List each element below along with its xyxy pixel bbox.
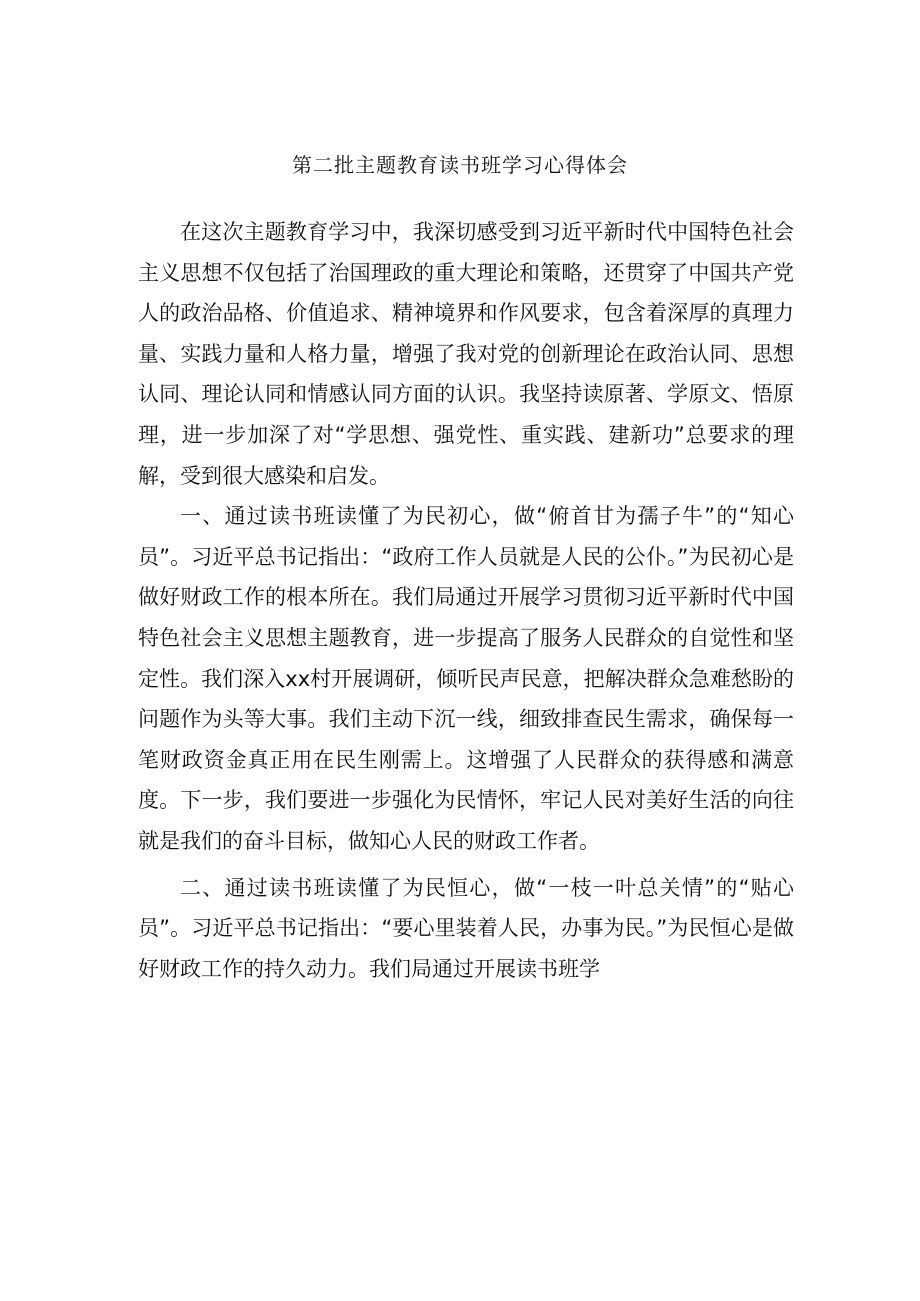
document-title: 第二批主题教育读书班学习心得体会 — [292, 153, 628, 177]
paragraph-section-1: 一、通过读书班读懂了为民初心，做“俯首甘为孺子牛”的“知心员”。习近平总书记指出：“政府工作人员就是人民的公仆。”为民初心是做好财政工作的根本所在。我们局通过开展学习贯彻习近平新时代中国特色社会主义思想主题教育，进一步提高了服务人民群众的自觉性和坚定性。我们深入xx村开展调研，倾听民声民意，把解决群众急难愁盼的问题作为头等大事。我们主动下沉一线，细致排查民生需求，确保每一笔财政资金真正用在民生刚需上。这增强了人民群众的获得感和满意度。下一步，我们要进一步强化为民情怀，牢记人民对美好生活的向往就是我们的奋斗目标，做知心人民的财政工作者。 — [138, 504, 794, 853]
paragraph-intro: 在这次主题教育学习中，我深切感受到习近平新时代中国特色社会主义思想不仅包括了治国理政的重大理论和策略，还贯穿了中国共产党人的政治品格、价值追求、精神境界和作风要求，包含着深厚的真理力量、实践力量和人格力量，增强了我对党的创新理论在政治认同、思想认同、理论认同和情感认同方面的认识。我坚持读原著、学原文、悟原理，进一步加深了对“学思想、强党性、重实践、建新功”总要求的理解，受到很大感染和启发。 — [138, 220, 794, 488]
document-body — [138, 212, 794, 989]
paragraph-section-2: 二、通过读书班读懂了为民恒心，做“一枝一叶总关情”的“贴心员”。习近平总书记指出：“要心里装着人民，办事为民。”为民恒心是做好财政工作的持久动力。我们局通过开展读书班学 — [138, 875, 794, 981]
